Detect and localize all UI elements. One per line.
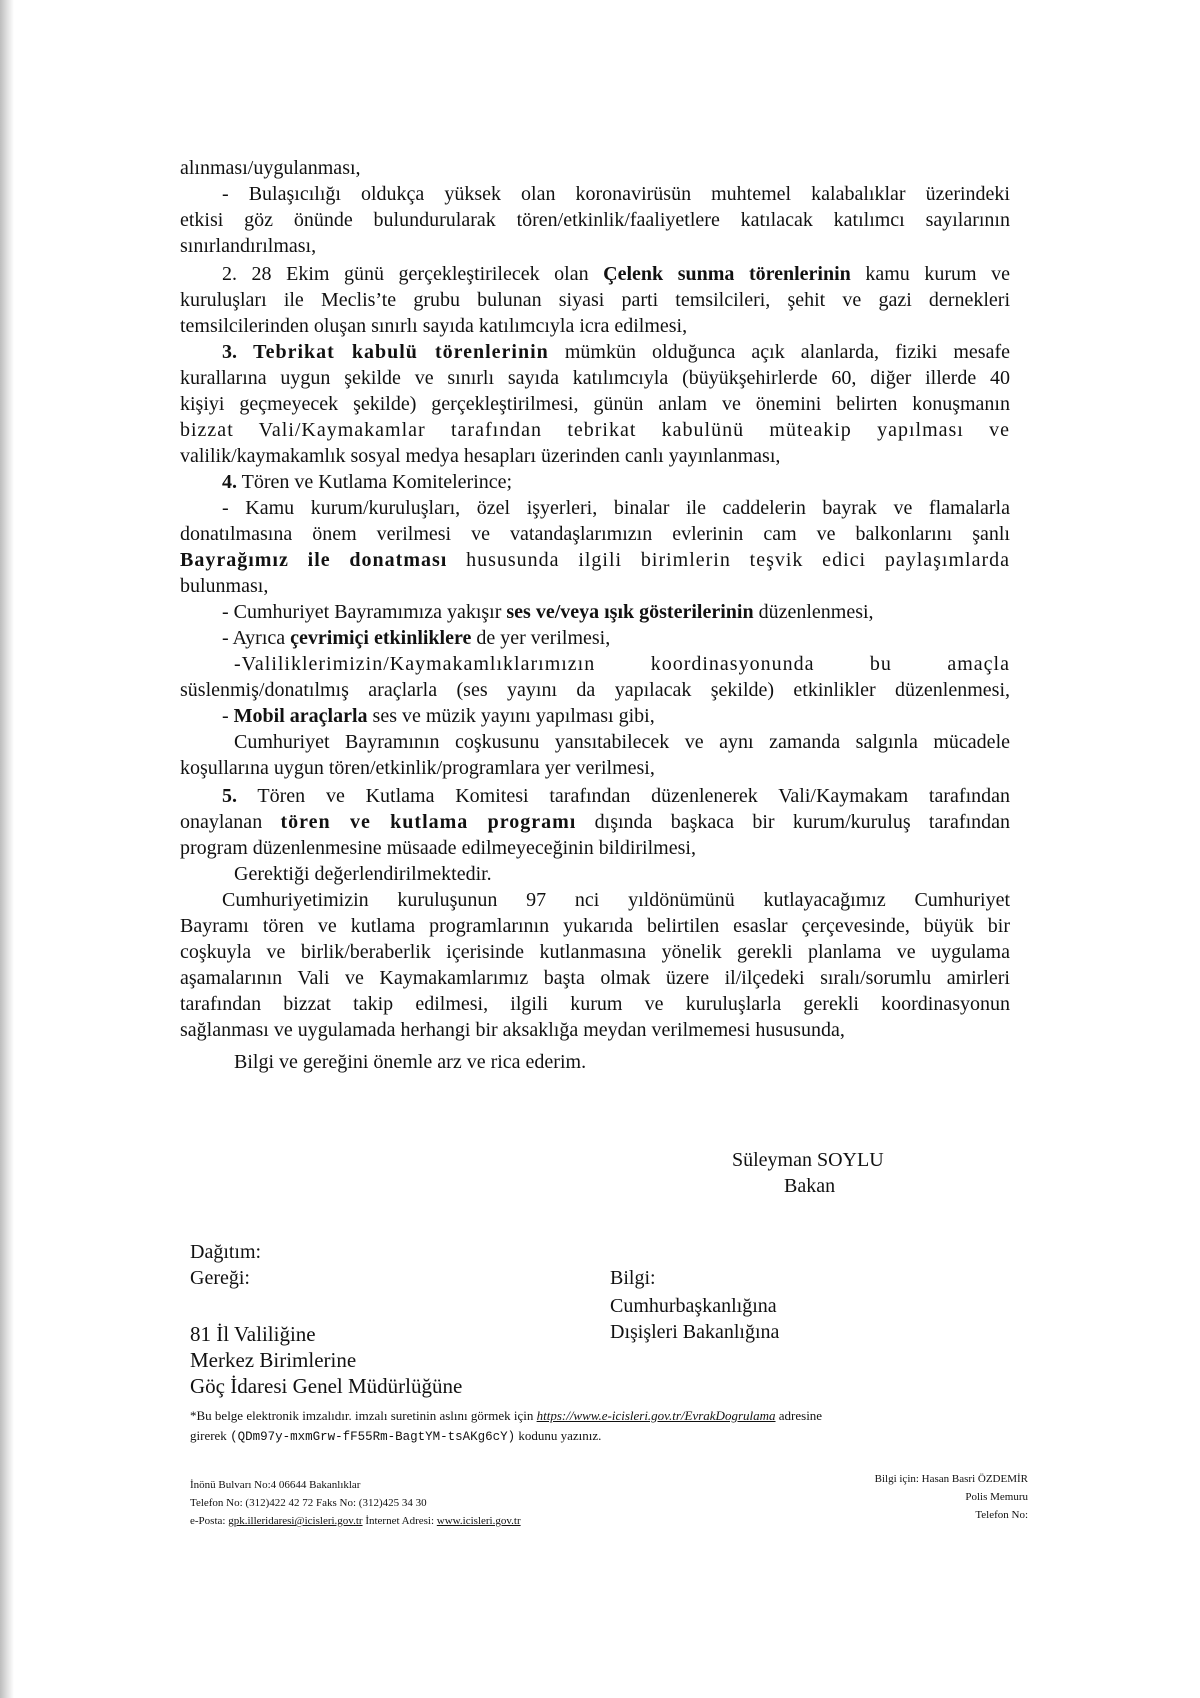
verification-link[interactable]: https://www.e-icisleri.gov.tr/EvrakDogrulama — [536, 1408, 776, 1423]
closing-request-line: Bilgi ve gereğini önemle arz ve rica ederim. — [234, 1051, 587, 1073]
light-show-emphasis: ses ve/veya ışık gösterilerinin — [506, 601, 754, 623]
body-line: kuruluşları ile Meclis’te grubu bulunan siyasi parti temsilcileri, şehit ve gazi dernekleri — [180, 289, 1010, 311]
program-emphasis: tören ve kutlama programı — [280, 811, 577, 833]
body-line: kurallarına uygun şekilde ve sınırlı sayıda katılımcıyla (büyükşehirlerde 60, diğer illerde 40 — [180, 367, 1010, 389]
action-recipient: Merkez Birimlerine — [190, 1348, 357, 1372]
verification-note-line-1: *Bu belge elektronik imzalıdır. imzalı suretinin aslını görmek için https://www.e-icisleri.gov.tr/EvrakDogrulama adresine — [190, 1408, 823, 1423]
info-label: Bilgi: — [610, 1267, 656, 1289]
signatory-title: Bakan — [784, 1175, 836, 1197]
body-line: -Valiliklerimizin/Kaymakamlıklarımızın koordinasyonunda bu amaçla — [234, 653, 1010, 675]
body-line: tarafından bizzat takip edilmesi, ilgili kurum ve kuruluşlarla gerekli koordinasyonun — [180, 993, 1010, 1015]
body-line: etkisi göz önünde bulundurularak tören/etkinlik/faaliyetlere katılacak katılımcı sayılarının — [180, 209, 1010, 231]
body-line: Bayrağımız ile donatması hususunda ilgili birimlerin teşvik edici paylaşımlarda — [180, 549, 1011, 571]
verification-code: (QDm97y-mxmGrw-fF55Rm-BagtYM-tsAKg6cY) — [230, 1430, 516, 1444]
body-line: - Bulaşıcılığı oldukça yüksek olan koronavirüsün muhtemel kalabalıklar üzerindeki — [222, 183, 1010, 205]
flag-emphasis: Bayrağımız ile donatması — [180, 549, 448, 571]
body-line: - Ayrıca çevrimiçi etkinliklere de yer verilmesi, — [222, 627, 611, 649]
distribution-heading: Dağıtım: — [190, 1241, 262, 1263]
body-line: aşamalarının Vali ve Kaymakamlarımız başta olmak üzere il/ilçedeki sıralı/sorumlu amirleri — [180, 967, 1010, 989]
footer-phone: Telefon No: (312)422 42 72 Faks No: (312)425 34 30 — [190, 1497, 427, 1509]
footer-info-title: Polis Memuru — [965, 1491, 1028, 1503]
body-line: - Kamu kurum/kuruluşları, özel işyerleri, binalar ile caddelerin bayrak ve flamalarla — [222, 497, 1010, 519]
signatory-name: Süleyman SOYLU — [732, 1149, 884, 1171]
footer-contact-line: e-Posta: gpk.illeridaresi@icisleri.gov.tr İnternet Adresi: www.icisleri.gov.tr — [190, 1515, 521, 1527]
body-line: koşullarına uygun tören/etkinlik/programlara yer verilmesi, — [180, 757, 655, 779]
footer-website-link[interactable]: www.icisleri.gov.tr — [436, 1515, 521, 1527]
item-4-line: 4. Tören ve Kutlama Komitelerince; — [222, 471, 513, 493]
mobile-vehicles-emphasis: Mobil araçlarla — [233, 705, 368, 727]
body-line: bulunması, — [180, 575, 269, 597]
body-line: süslenmiş/donatılmış araçlarla (ses yayını da yapılacak şekilde) etkinlikler düzenlenmesi, — [180, 679, 1010, 701]
body-line: sınırlandırılması, — [180, 235, 317, 257]
body-line: Bayramı tören ve kutlama programlarının yukarıda belirtilen esaslar çerçevesinde, büyük bir — [180, 915, 1010, 937]
action-recipient: 81 İl Valiliğine — [190, 1322, 316, 1346]
closing-paragraph-line: Cumhuriyetimizin kuruluşunun 97 nci yıldönümünü kutlayacağımız Cumhuriyet — [222, 889, 1010, 911]
verification-note-line-2: girerek (QDm97y-mxmGrw-fF55Rm-BagtYM-tsAKg6cY) kodunu yazınız. — [190, 1428, 602, 1444]
item-2-line: 2. 28 Ekim günü gerçekleştirilecek olan Çelenk sunma törenlerinin kamu kurum ve — [222, 263, 1010, 285]
item-5-line: 5. Tören ve Kutlama Komitesi tarafından düzenlenerek Vali/Kaymakam tarafından — [222, 785, 1010, 807]
body-line: - Mobil araçlarla ses ve müzik yayını yapılması gibi, — [222, 705, 655, 727]
info-recipient: Dışişleri Bakanlığına — [610, 1321, 780, 1343]
body-line: onaylanan tören ve kutlama programı dışında başkaca bir kurum/kuruluş tarafından — [180, 811, 1010, 833]
online-events-emphasis: çevrimiçi etkinliklere — [290, 627, 472, 649]
footer-email-link[interactable]: gpk.illeridaresi@icisleri.gov.tr — [228, 1515, 363, 1527]
body-line: Cumhuriyet Bayramının coşkusunu yansıtabilecek ve aynı zamanda salgınla mücadele — [234, 731, 1010, 753]
body-line: program düzenlenmesine müsaade edilmeyeceğinin bildirilmesi, — [180, 837, 696, 859]
footer-info-phone: Telefon No: — [975, 1509, 1028, 1521]
body-line: donatılmasına önem verilmesi ve vatandaşlarımızın evlerinin cam ve balkonlarını şanlı — [180, 523, 1010, 545]
wreath-ceremony-emphasis: Çelenk sunma törenlerinin — [603, 263, 851, 285]
body-line: coşkuyla ve birlik/beraberlik içerisinde kutlanmasına yönelik gerekli planlama ve uygulama — [180, 941, 1010, 963]
body-line: kişiyi geçmeyecek şekilde) gerçekleştirilmesi, günün anlam ve önemini belirten konuşmanın — [180, 393, 1010, 415]
body-line: - Cumhuriyet Bayramımıza yakışır ses ve/veya ışık gösterilerinin düzenlenmesi, — [222, 601, 874, 623]
item-3-line: 3. Tebrikat kabulü törenlerinin mümkün olduğunca açık alanlarda, fiziki mesafe — [222, 341, 1010, 363]
body-line: valilik/kaymakamlık sosyal medya hesapları üzerinden canlı yayınlanması, — [180, 445, 781, 467]
body-line: temsilcilerinden oluşan sınırlı sayıda katılımcıyla icra edilmesi, — [180, 315, 688, 337]
body-line: alınması/uygulanması, — [180, 157, 361, 179]
body-line: bizzat Vali/Kaymakamlar tarafından tebrikat kabulünü müteakip yapılması ve — [180, 419, 1010, 441]
action-recipient: Göç İdaresi Genel Müdürlüğüne — [190, 1374, 463, 1398]
action-label: Gereği: — [190, 1267, 250, 1289]
info-recipient: Cumhurbaşkanlığına — [610, 1295, 777, 1317]
body-line: Gerektiği değerlendirilmektedir. — [234, 863, 492, 885]
footer-info-contact: Bilgi için: Hasan Basri ÖZDEMİR — [874, 1473, 1028, 1485]
body-line: sağlanması ve uygulamada herhangi bir aksaklığa meydan verilmemesi hususunda, — [180, 1019, 845, 1041]
footer-address: İnönü Bulvarı No:4 06644 Bakanlıklar — [190, 1479, 361, 1491]
reception-ceremony-emphasis: Tebrikat kabulü törenlerinin — [253, 341, 549, 363]
